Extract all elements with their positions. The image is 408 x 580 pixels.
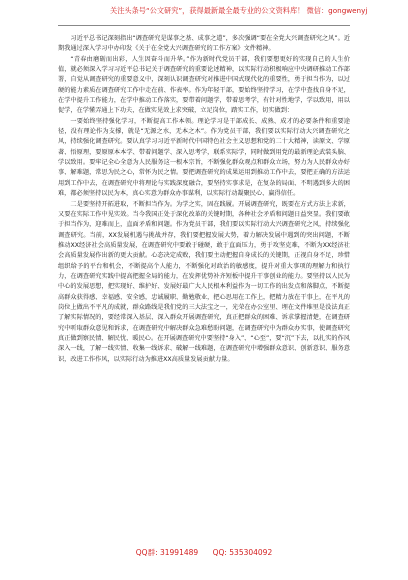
footer-contact [0,547,408,558]
paragraph-action: 二是要坚持开拓进取，不断担当作为。为学之实，固在践履。开展调查研究，既要在方式方法上求新，又要在实际工作中见实效。当今我国正处于深化改革的关键时期，各种社会矛盾和问题日益突显。我们要敢于担当作为，迎难而上，直面矛盾和问题。作为党员干部，我们要以实际行动大兴调查研究之风，持续强化调查研究。当前，XX发展机遇与挑战并存，我们要把握发展大势，着力解决发展中遇到的突出问题，不断推动XX经济社会高质量发展，在调查研究中要敢于碰硬，敢于直面压力，勇于攻坚克难，不断为XX经济社会高质量发展作出新的更大贡献。心态决定成败，我们要主动把握自身成长的关键期，正视自身不足，珍惜组织给予的平台和机会，不断提高个人能力，不断强化对政治的敏感度，提升对重大事项的理解力和执行力，在调查研究实践中提高把握全局的能力，在发挥优势补齐短板中提升干事创业的能力。要坚持以人民为中心的发展思想，把实现好、维护好、发展好最广大人民根本利益作为一切工作的出发点和落脚点，不断提高群众获得感、幸福感、安全感，忠诚履职、勤勉敬业，把心思用在工作上，把精力放在干事上，在平凡的岗位上做出不平凡的成就，群众路线是我们党的三大法宝之一，光荣在办公室里、埋在文件堆里是没法真正了解实际情况的，要经常深入基层、深入群众开展调查研究，真正把群众的困难、诉求掌握清楚，在调查研究中听取群众意见和诉求，在调查研究中解决群众急难愁盼问题，在调查研究中为群众办实事，使调查研究真正做到察民情、解民忧、暖民心。在开展调查研究中要坚持“身入”、“心至”，要“沉”下去，以扎实的作风深入一线，了解一线实情、收集一线诉求、破解一线难题，在调查研究中增强群众意识、创新意识、服务意识，改进工作作风，以实际行动为推进XX高质量发展贡献力量。 [58,200,350,363]
header-banner: 关注头条号“公文研究”，获得最新最全最专业的公文资料库！ 微信：gongwenyj [110,6,368,15]
header-divider [58,25,350,26]
paragraph-intro: 习近平总书记深刻指出“调查研究是谋事之基、成事之道”，多次强调“要在全党大兴调查研究之风”。近期我通过深入学习中办印发《关于在全党大兴调查研究的工作方案》文件精神。 [58,35,350,53]
paragraph-youth: “青春由磨砺而出彩，人生因奋斗而升华。”作为新时代党员干部，我们要想更好的实现自己的人生价值，就必须深入学习习近平总书记关于调查研究的重要论述精神，以实际行动积极响应中央调研推动工作部署，自觉从调查研究的重要意义中，深刻认识调查研究对推进中国式现代化的重要性，勇于担当作为，以过硬的能力素质在调查研究工作中走在前、作表率。作为年轻干部，要始终坚持学习，在学中查找自身不足，在学中提升工作能力，在学中推动工作落实，要带着问题学，带着思考学，有针对性地学，学以致用，用以促学，在学懂弄通上下功夫，在做实见效上求突破，立足岗位，踏实工作，切实做到： [58,55,350,115]
footer-qq: QQ: 535304092 [212,548,273,557]
footer-qq-group: QQ群: 31991489 [135,548,199,557]
paragraph-study: 一要始终坚持强化学习，不断提高工作本领。理论学习是干部成长、成熟、成才的必要条件和重要途径，没有理论作为支撑，就是“无源之水，无本之木”。作为党员干部，我们要以实际行动大兴调查研究之风，持续强化调查研究。要认真学习习近平新时代中国特色社会主义思想和党的二十大精神，读原文、学原著、悟原理，要原原本本学、带着问题学、深入思考学，联系实际学，同时做到用党的最新理论武装头脑、学以致用。要牢记全心全意为人民服务这一根本宗旨，不断强化群众观点和群众立场，努力为人民群众办好事、解难题，常思为民之心，常怀为民之情。要把调查研究的成果运用到推动工作中去，要把正确的方法运用到工作中去，在调查研究中将理论与实践深度融合，要坚持实事求是，在复杂的局面、不明遇到多大的困难，都必须坚持以民为本，真心实意为群众办事谋利，以实际行动凝聚民心、赢得信任。 [58,117,350,198]
document-body [58,34,350,365]
